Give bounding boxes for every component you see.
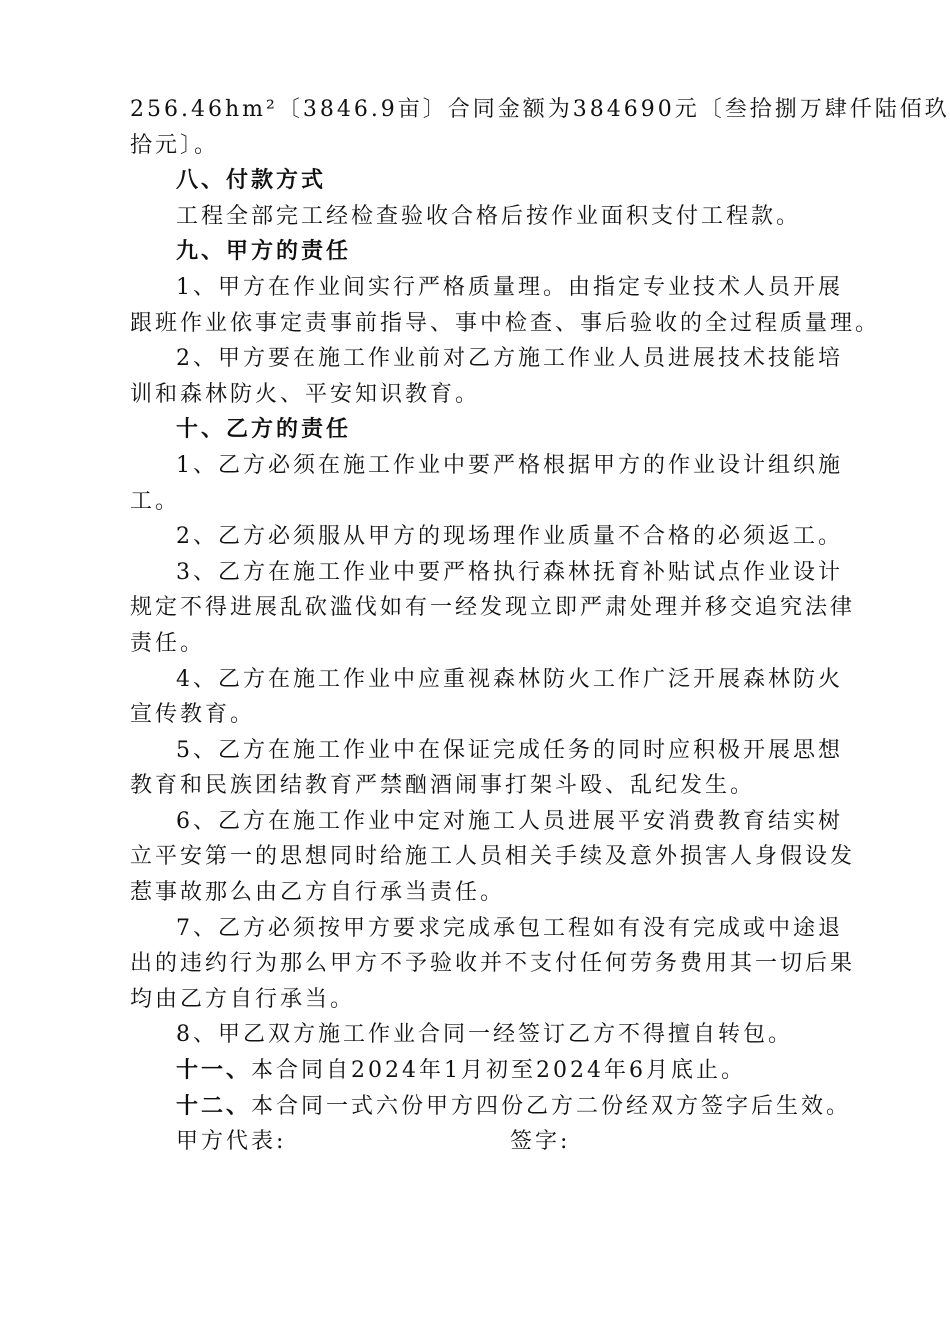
text-line: 拾元〕。 bbox=[130, 132, 220, 158]
text-line: 惹事故那么由乙方自行承当责任。 bbox=[130, 880, 506, 906]
text-line: 2、甲方要在施工作业前对乙方施工作业人员进展技术技能培 bbox=[176, 346, 843, 372]
text-line: 责任。 bbox=[130, 630, 206, 656]
text-line: 工程全部完工经检查验收合格后按作业面积支付工程款。 bbox=[176, 203, 802, 229]
signature-row bbox=[130, 1124, 830, 1160]
clause-12 bbox=[130, 1089, 852, 1125]
clause-11 bbox=[130, 1053, 830, 1089]
party-a-representative-label: 甲方代表: bbox=[176, 1129, 287, 1155]
clause-12-label: 十二、 bbox=[176, 1092, 252, 1119]
text-line: 1、乙方必须在施工作业中要严格根据甲方的作业设计组织施 bbox=[176, 452, 843, 478]
text-line: 256.46hm²〔3846.9亩〕合同金额为384690元〔叁拾捌万肆仟陆佰玖 bbox=[130, 97, 950, 122]
text-line: 出的违约行为那么甲方不予验收并不支付任何劳务费用其一切后果 bbox=[130, 951, 856, 977]
text-line: 工。 bbox=[130, 488, 181, 514]
text-line: 宣传教育。 bbox=[130, 702, 256, 728]
contract-page bbox=[130, 92, 950, 1160]
text-line: 训和森林防火、平安知识教育。 bbox=[130, 381, 481, 407]
section-heading: 九、甲方的责任 bbox=[176, 238, 352, 265]
contract-body bbox=[130, 92, 950, 1053]
clause-12-text: 本合同一式六份甲方四份乙方二份经双方签字后生效。 bbox=[251, 1093, 852, 1119]
text-line: 5、乙方在施工作业中在保证完成任务的同时应积极开展思想 bbox=[176, 737, 843, 763]
section-heading: 八、付款方式 bbox=[176, 167, 327, 194]
section-heading: 十、乙方的责任 bbox=[176, 416, 352, 443]
text-line: 教育和民族团结教育严禁酗酒闹事打架斗殴、乱纪发生。 bbox=[130, 773, 756, 799]
signature-label: 签字: bbox=[510, 1129, 571, 1155]
text-line: 2、乙方必须服从甲方的现场理作业质量不合格的必须返工。 bbox=[176, 524, 843, 550]
clause-11-text: 本合同自2024年1月初至2024年6月底止。 bbox=[251, 1058, 746, 1084]
text-line: 跟班作业依事定责事前指导、事中检查、事后验收的全过程质量理。 bbox=[130, 310, 881, 336]
text-line: 1、甲方在作业间实行严格质量理。由指定专业技术人员开展 bbox=[176, 274, 843, 300]
text-line: 规定不得进展乱砍滥伐如有一经发现立即严肃处理并移交追究法律 bbox=[130, 595, 856, 621]
text-line: 立平安第一的思想同时给施工人员相关手续及意外损害人身假设发 bbox=[130, 844, 856, 870]
text-line: 6、乙方在施工作业中定对施工人员进展平安消费教育结实树 bbox=[176, 808, 843, 834]
text-line: 均由乙方自行承当。 bbox=[130, 986, 356, 1012]
text-line: 7、乙方必须按甲方要求完成承包工程如有没有完成或中途退 bbox=[176, 915, 843, 941]
text-line: 8、甲乙双方施工作业合同一经签订乙方不得擅自转包。 bbox=[176, 1022, 793, 1048]
text-line: 4、乙方在施工作业中应重视森林防火工作广泛开展森林防火 bbox=[176, 666, 843, 692]
text-line: 3、乙方在施工作业中要严格执行森林抚育补贴试点作业设计 bbox=[176, 559, 843, 585]
clause-11-label: 十一、 bbox=[176, 1057, 252, 1084]
